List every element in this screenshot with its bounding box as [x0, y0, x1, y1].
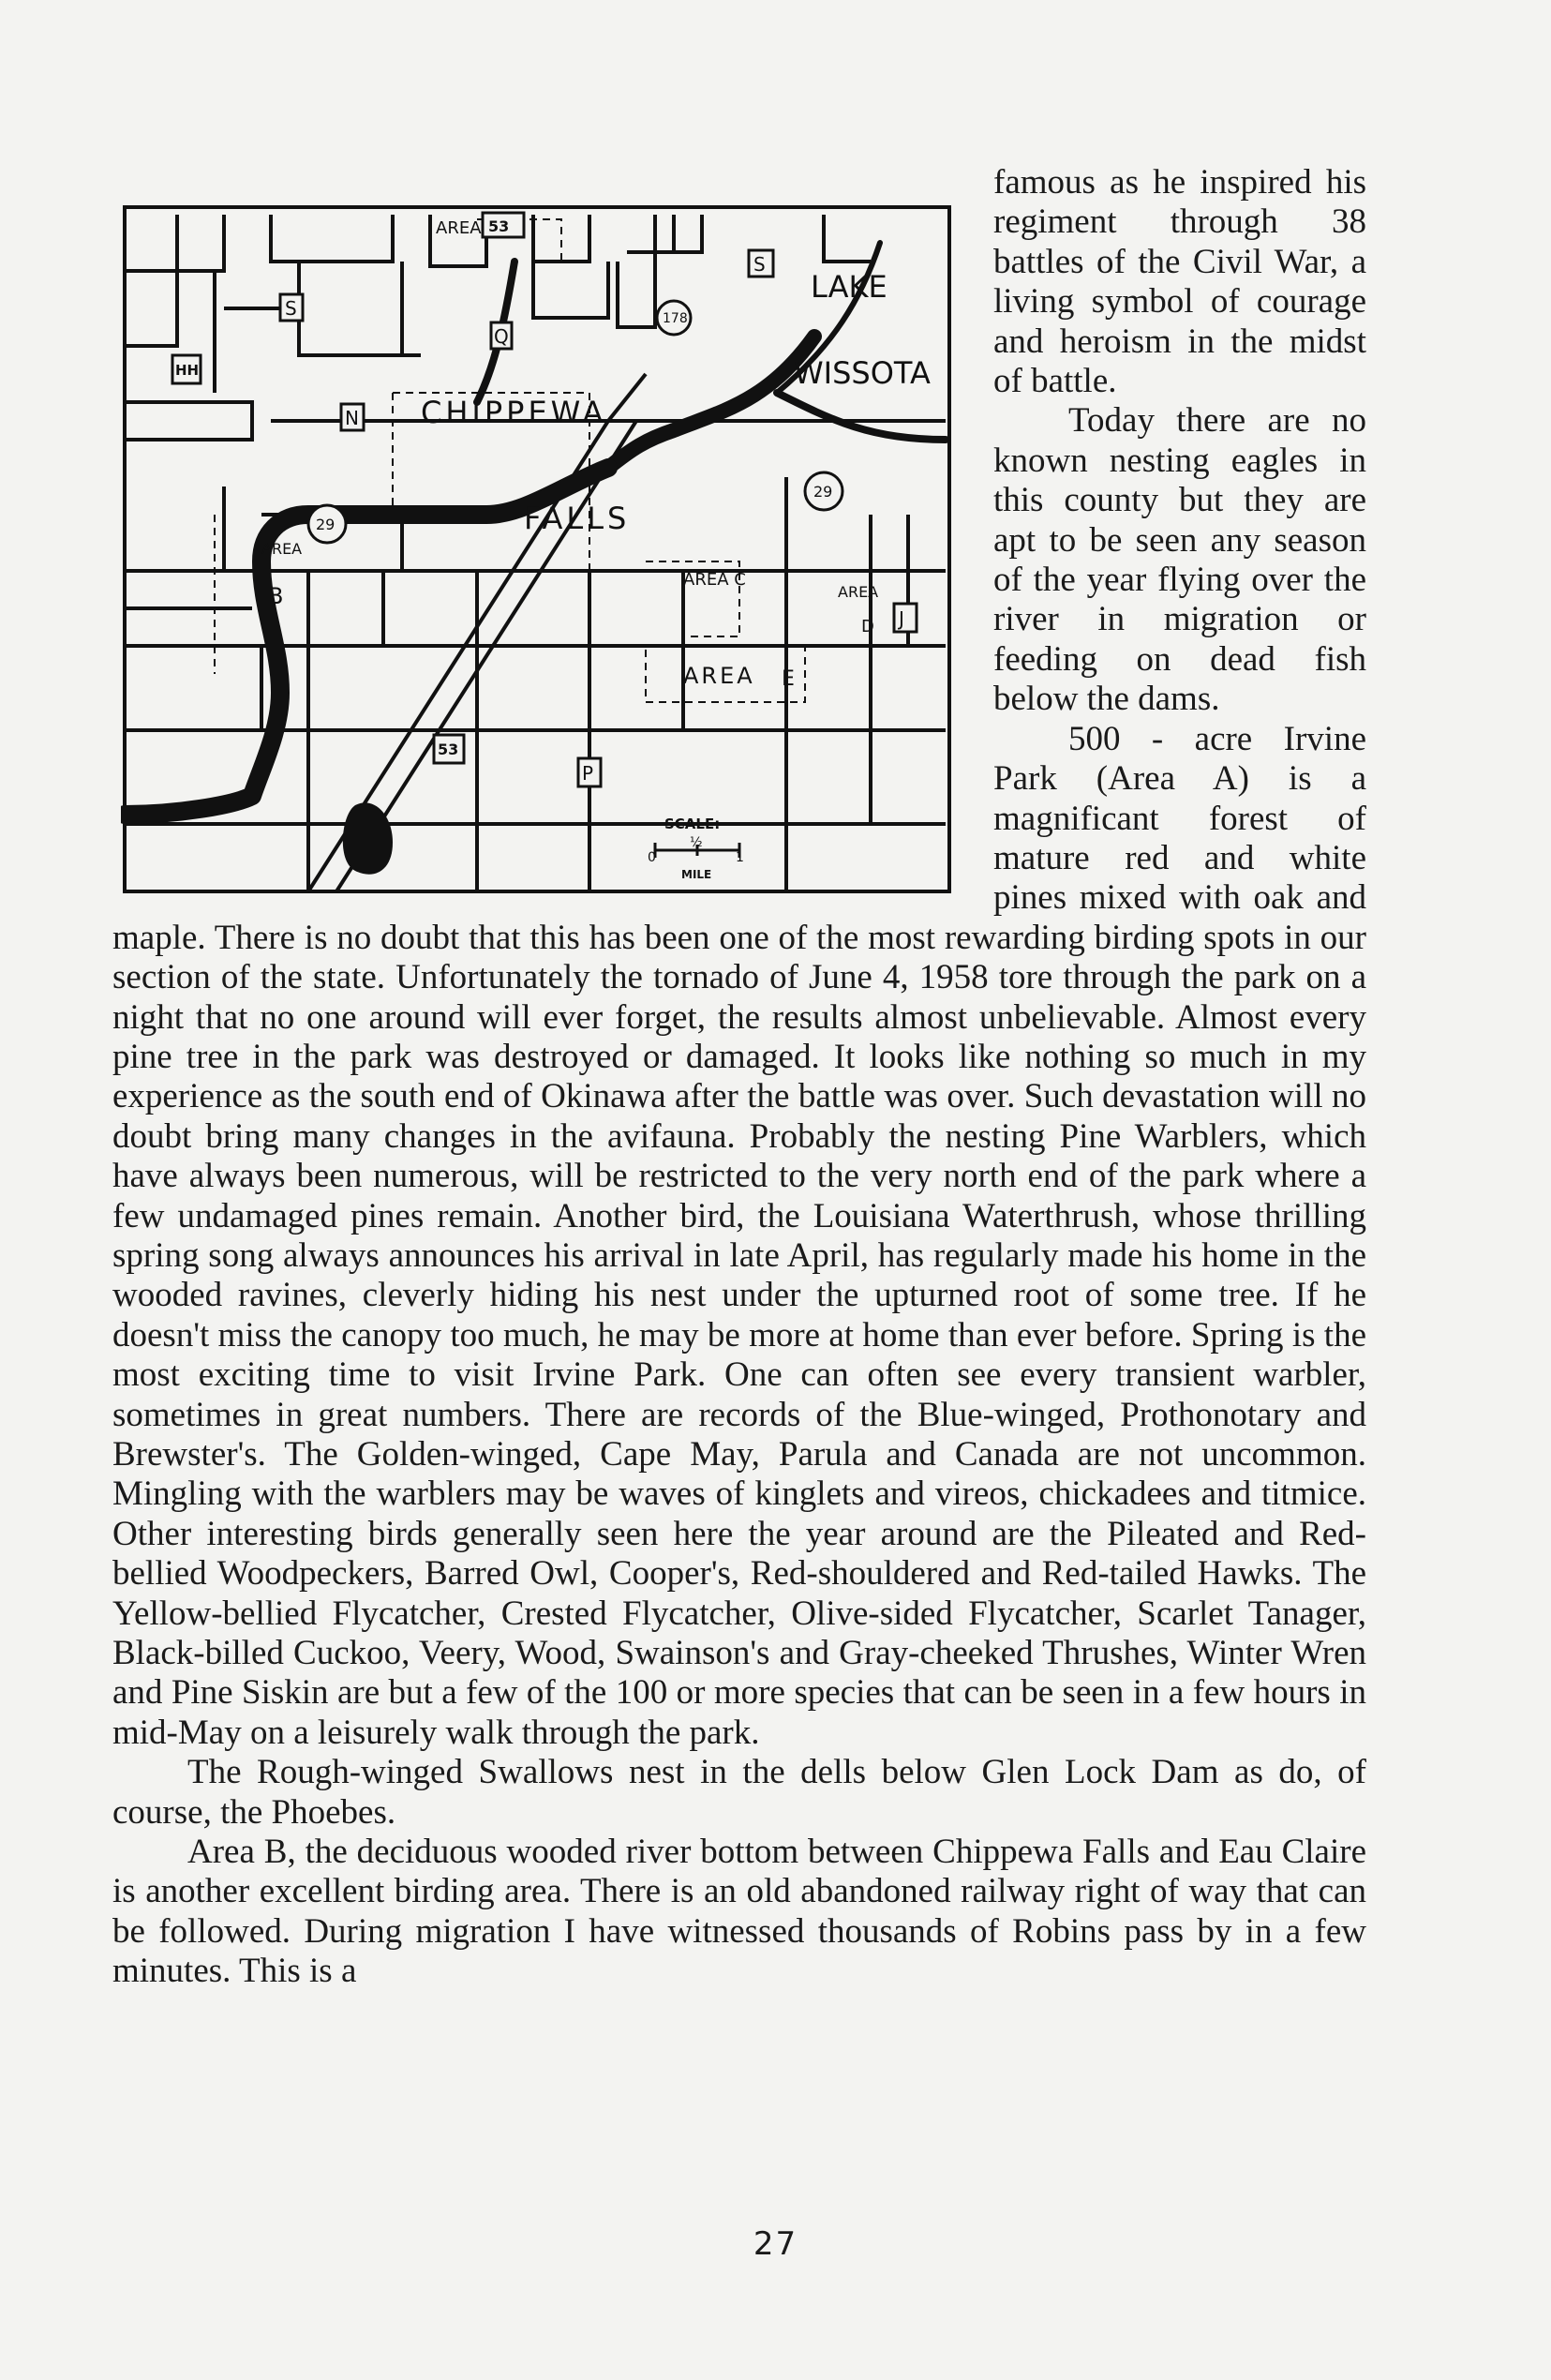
map-block: [824, 215, 871, 262]
paragraph-1: famous as he inspired his regiment through 38 battles of the Civil War, a living symbol of courage and heroism in the midst of battle.: [993, 163, 1366, 401]
map-label-area-e: AREA: [683, 663, 755, 689]
route-53-bottom-label: 53: [438, 741, 459, 758]
map-block: [196, 646, 261, 730]
paragraph-3: 500 - acre Irvine Park (Area A) is a magnificant forest of mature red and white pines mixed with oak and maple. There is no doubt that this has been one of the most rewarding birding spots in our section of the state. Unfortunately the tornado of June 4, 1958 tore through the park on a night that no one around will ever forget, the results almost unbelievable. Almost every pine tree in the park was destroyed or damaged. It looks like nothing so much in my experience as the south end of Okinawa after the battle was over. Such devastation will no doubt bring many changes in the avifauna. Probably the nesting Pine Warblers, which have always been numerous, will be restricted to the very north end of the park where a few undamaged pines remain. Another bird, the Louisiana Waterthrush, whose thrilling spring song always announces his arrival in late April, has regularly made his home in the wooded ravines, cleverly hiding his nest under the upturned root of some tree. If he doesn't miss the canopy too much, he may be more at home than ever before. Spring is the most exciting time to visit Irvine Park. One can often see every transient warbler, sometimes in great numbers. There are records of the Blue-winged, Prothonotary and Brewster's. The Golden-winged, Cape May, Parula and Canada are not uncommon. Mingling with the warblers may be waves of kinglets and vireos, chickadees and titmice. Other interesting birds generally seen here the year around are the Pileated and Red-bellied Woodpeckers, Barred Owl, Cooper's, Red-shouldered and Red-tailed Hawks. The Yellow-bellied Flycatcher, Crested Flycatcher, Olive-sided Flycatcher, Scarlet Tanager, Black-billed Cuckoo, Veery, Wood, Swainson's and Gray-cheeked Thrushes, Winter Wren and Pine Siskin are but a few of the 100 or more species that can be seen in a few hours in mid-May on a leisurely walk through the park.: [112, 719, 1366, 1752]
road-q-label: Q: [494, 325, 509, 348]
page-body: [112, 163, 1366, 1992]
map-label-chippewa: CHIPPEWA: [421, 395, 607, 430]
map-block: [627, 215, 674, 252]
road-n-label: N: [345, 407, 359, 429]
map-label-area-e-letter: E: [782, 667, 795, 691]
map-label-area-top: AREA: [436, 218, 482, 238]
road-s-right-label: S: [753, 253, 766, 276]
map-scale-title: SCALE:: [664, 816, 721, 832]
map-label-falls: FALLS: [524, 501, 631, 536]
area-map: [121, 205, 955, 899]
map-scale-one: 1: [736, 850, 744, 865]
paragraph-5: Area B, the deciduous wooded river bottom between Chippewa Falls and Eau Claire is another excellent birding area. There is an old abandoned railway right of way that can be followed. During migration I have witnessed thousands of Robins pass by in a few minutes. This is a: [112, 1833, 1366, 1991]
map-block: [618, 252, 655, 327]
paragraph-4: The Rough-winged Swallows nest in the dells below Glen Lock Dam as do, of course, the Phoebes.: [112, 1753, 1366, 1832]
map-rail: [608, 374, 646, 421]
map-scale-zero: 0: [648, 850, 656, 865]
map-block: [533, 262, 608, 318]
road-hh-label: HH: [175, 362, 200, 379]
map-label-area-a: AREA: [261, 540, 303, 558]
route-53-top-label: 53: [488, 217, 510, 235]
map-label-area-d-top: AREA: [838, 583, 879, 601]
area-map-figure: [112, 163, 962, 906]
map-block: [299, 262, 402, 355]
map-block: [177, 215, 224, 271]
map-label-area-c: AREA C: [683, 570, 746, 590]
map-block: [271, 215, 393, 262]
map-scale-unit: MILE: [681, 868, 712, 881]
route-29-left-label: 29: [316, 516, 336, 533]
road-j-marker: [894, 604, 917, 632]
map-block: [402, 262, 421, 355]
river-wissota: [608, 337, 814, 468]
paragraph-2: Today there are no known nesting eagles in this county but they are apt to be seen any season of the year flying over the river in migration or feeding on dead fish below the dams.: [993, 401, 1366, 719]
river-lake-shore: [777, 393, 946, 440]
map-label-area-d: D: [861, 617, 874, 636]
road-p-label: P: [582, 762, 594, 785]
map-label-wissota: WISSOTA: [794, 355, 931, 391]
map-block: [655, 215, 702, 252]
page-number: 27: [753, 2225, 798, 2263]
map-label-area-b: B: [268, 583, 284, 609]
route-29-right-label: 29: [813, 483, 833, 501]
map-scale-half: ½: [690, 835, 703, 850]
road-s-left-label: S: [285, 297, 297, 320]
map-block: [125, 402, 252, 440]
road-j-label: J: [899, 607, 904, 630]
route-178-label: 178: [663, 311, 688, 326]
map-label-lake: LAKE: [811, 269, 887, 305]
map-block: [125, 271, 177, 346]
